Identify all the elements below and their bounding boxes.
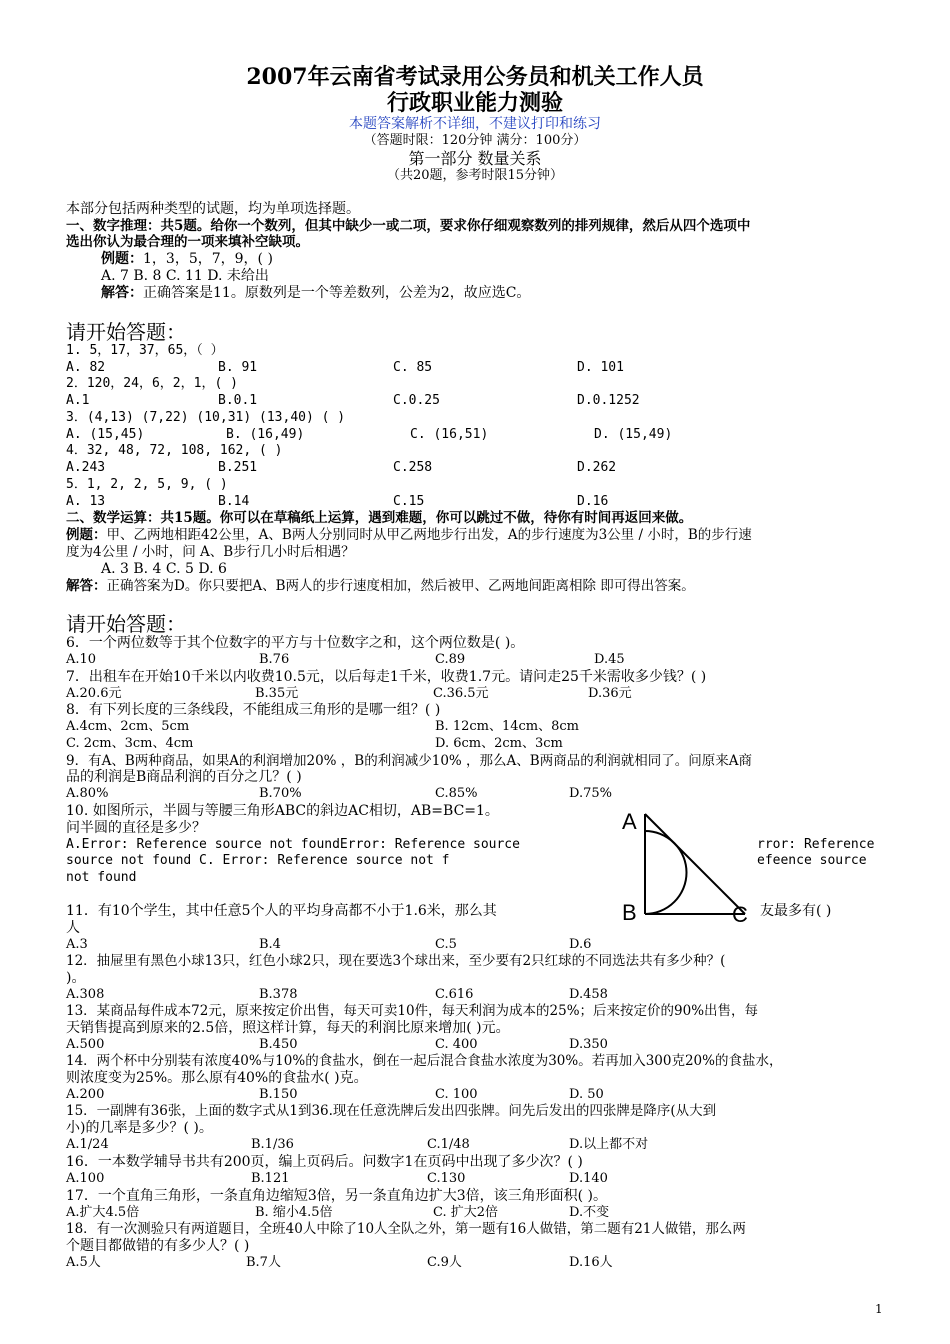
q4-option-c: C.258 xyxy=(393,460,433,475)
q1-option-a: A. 82 xyxy=(66,360,106,375)
q7-option-a: A.20.6元 xyxy=(66,686,122,701)
q3-option-a: A. (15,45) xyxy=(66,427,145,442)
question-7: 7．出租车在开始10千米以内收费10.5元，以后每走1千米，收费1.7元。请问走25千米需收多少钱？( ) xyxy=(66,669,707,685)
section1-answer xyxy=(101,285,530,301)
q1-option-b: B. 91 xyxy=(218,360,258,375)
q12-option-a: A.308 xyxy=(66,987,105,1002)
part-subheading: （共20题，参考时限15分钟） xyxy=(386,168,564,183)
q13-option-d: D.350 xyxy=(569,1037,608,1052)
question-12-line2: )。 xyxy=(66,970,86,986)
time-info: （答题时限：120分钟 满分：100分） xyxy=(363,133,587,148)
question-10-line2: 问半圆的直径是多少？ xyxy=(66,820,206,836)
q5-option-b: B.14 xyxy=(218,494,250,509)
question-5: 5．1, 2, 2, 5, 9, ( ) xyxy=(66,477,228,492)
q15-option-b: B.1/36 xyxy=(251,1137,294,1152)
question-18-line2: 个题目都做错的有多少人？( ) xyxy=(66,1238,250,1254)
q6-option-c: C.89 xyxy=(435,652,466,667)
q13-option-c: C. 400 xyxy=(435,1037,478,1052)
q18-option-c: C.9人 xyxy=(427,1255,462,1270)
example-label: 例题： xyxy=(101,251,143,267)
q11-option-c: C.5 xyxy=(435,937,457,952)
q11-option-d: D.6 xyxy=(569,937,592,952)
q1-option-c: C. 85 xyxy=(393,360,433,375)
question-16: 16．一本数学辅导书共有200页，编上页码后。问数字1在页码中出现了多少次？( ) xyxy=(66,1154,583,1170)
q13-option-b: B.450 xyxy=(259,1037,298,1052)
q8-option-d: D. 6cm、2cm、3cm xyxy=(435,736,563,751)
question-4: 4．32, 48, 72, 108, 162, ( ) xyxy=(66,443,283,458)
question-13-line1: 13．某商品每件成本72元，原来按定价出售，每天可卖10件，每天利润为成本的25%；后来按定价的90%出售，每 xyxy=(66,1003,759,1019)
notice-text: 本题答案解析不详细，不建议打印和练习 xyxy=(349,116,601,132)
section2-example-line2: 度为4公里 / 小时，问 A、B步行几小时后相遇？ xyxy=(66,544,355,560)
example-options: A. 7 B. 8 C. 11 D. 未给出 xyxy=(101,268,269,284)
q16-option-d: D.140 xyxy=(569,1171,608,1186)
q2-option-c: C.0.25 xyxy=(393,393,440,408)
q8-option-b: B. 12cm、14cm、8cm xyxy=(435,719,579,734)
question-12-line1: 12．抽屉里有黑色小球13只，红色小球2只，现在要选3个球出来，至少要有2只红球的不同选法共有多少种？( xyxy=(66,953,726,969)
q10-error-line1-tail: rror: Reference xyxy=(757,837,875,852)
q10-error-line1: A.Error: Reference source not foundError: Reference source xyxy=(66,837,520,852)
question-11-line1-tail: 友最多有( ) xyxy=(760,903,832,919)
question-13-line2: 天销售提高到原来的2.5倍，照这样计算，每天的利润比原来增加( )元。 xyxy=(66,1020,510,1036)
section2-example-line1 xyxy=(66,527,752,543)
q8-option-c: C. 2cm、3cm、4cm xyxy=(66,736,194,751)
q5-option-d: D.16 xyxy=(577,494,609,509)
q11-option-b: B.4 xyxy=(259,937,281,952)
title-line-2: 行政职业能力测验 xyxy=(386,90,563,116)
section2-example-options: A. 3 B. 4 C. 5 D. 6 xyxy=(101,561,227,577)
q9-option-a: A.80% xyxy=(66,786,109,801)
q4-option-b: B.251 xyxy=(218,460,258,475)
q17-option-b: B. 缩小4.5倍 xyxy=(255,1205,333,1220)
q1-option-d: D. 101 xyxy=(577,360,624,375)
question-15-line2: 小)的几率是多少？( )。 xyxy=(66,1120,213,1136)
intro-text: 本部分包括两种类型的试题，均为单项选择题。 xyxy=(66,201,360,217)
answer-label: 解答： xyxy=(101,285,143,301)
question-15-line1: 15．一副牌有36张，上面的数字式从1到36.现在任意洗牌后发出四张牌。问先后发出的四张牌是降序(从大到 xyxy=(66,1103,717,1119)
start-answering-heading: 请开始答题： xyxy=(66,320,186,344)
q17-option-d: D.不变 xyxy=(569,1205,610,1220)
q5-option-c: C.15 xyxy=(393,494,425,509)
question-1: 1. 5，17，37，65，（ ） xyxy=(66,343,224,358)
section1-heading-line2: 选出你认为最合理的一项来填补空缺项。 xyxy=(66,234,309,250)
question-9-line2: 品的利润是B商品利润的百分之几？( ) xyxy=(66,769,302,785)
q6-option-d: D.45 xyxy=(594,652,625,667)
question-11-line1: 11．有10个学生，其中任意5个人的平均身高都不小于1.6米，那么其 xyxy=(66,903,497,919)
page-number: 1 xyxy=(875,1302,883,1316)
q17-option-c: C. 扩大2倍 xyxy=(433,1205,499,1220)
q13-option-a: A.500 xyxy=(66,1037,105,1052)
section1-heading-line1: 一、数字推理：共5题。给你一个数列，但其中缺少一或二项，要求你仔细观察数列的排列规律，然后从四个选项中 xyxy=(66,218,751,234)
question-10-line1: 10. 如图所示，半圆与等腰三角形ABC的斜边AC相切，AB=BC=1。 xyxy=(66,803,499,819)
q12-option-b: B.378 xyxy=(259,987,298,1002)
q9-option-b: B.70% xyxy=(259,786,302,801)
section2-example-text: 甲、乙两地相距42公里，A、B两人分别同时从甲乙两地步行出发，A的步行速度为3公里 / 小时，B的步行速 xyxy=(106,527,752,543)
section2-heading: 二、数学运算：共15题。你可以在草稿纸上运算，遇到难题，你可以跳过不做，待你有时间再返回来做。 xyxy=(66,510,693,526)
q8-option-a: A.4cm、2cm、5cm xyxy=(66,719,190,734)
q14-option-b: B.150 xyxy=(259,1087,298,1102)
q5-option-a: A. 13 xyxy=(66,494,106,509)
question-14-line1: 14．两个杯中分别装有浓度40%与10%的食盐水，倒在一起后混合食盐水浓度为30%。若再加入300克20%的食盐水， xyxy=(66,1053,783,1069)
q6-option-b: B.76 xyxy=(259,652,290,667)
question-17: 17．一个直角三角形，一条直角边缩短3倍，另一条直角边扩大3倍，该三角形面积( )。 xyxy=(66,1188,608,1204)
q18-option-a: A.5人 xyxy=(66,1255,101,1270)
section2-answer xyxy=(66,578,695,594)
question-18-line1: 18．有一次测验只有两道题目，全班40人中除了10人全队之外，第一题有16人做错，第二题有21人做错，那么两 xyxy=(66,1221,746,1237)
part-heading: 第一部分 数量关系 xyxy=(408,149,542,168)
figure-label-b: B xyxy=(622,900,637,925)
question-14-line2: 则浓度变为25%。那么原有40%的食盐水( )克。 xyxy=(66,1070,368,1086)
semicircle xyxy=(645,831,687,914)
q17-option-a: A.扩大4.5倍 xyxy=(66,1205,140,1220)
question-8: 8．有下列长度的三条线段，不能组成三角形的是哪一组？( ) xyxy=(66,702,441,718)
figure-label-a: A xyxy=(622,809,637,834)
q15-option-a: A.1/24 xyxy=(66,1137,109,1152)
example-question: 1，3，5，7，9，( ) xyxy=(143,251,273,267)
triangle-semicircle-figure xyxy=(580,802,755,932)
q7-option-b: B.35元 xyxy=(255,686,299,701)
q14-option-a: A.200 xyxy=(66,1087,105,1102)
q10-error-line2-tail: efeence source xyxy=(757,853,867,868)
section2-example-label: 例题： xyxy=(66,527,107,543)
q7-option-d: D.36元 xyxy=(588,686,632,701)
q14-option-d: D. 50 xyxy=(569,1087,604,1102)
section2-answer-label: 解答： xyxy=(66,578,107,594)
q15-option-c: C.1/48 xyxy=(427,1137,470,1152)
triangle-figure-svg xyxy=(580,802,755,932)
q12-option-c: C.616 xyxy=(435,987,474,1002)
triangle-hypotenuse-ac xyxy=(645,814,745,914)
q9-option-d: D.75% xyxy=(569,786,612,801)
q2-option-b: B.0.1 xyxy=(218,393,258,408)
question-3: 3．(4,13) (7,22) (10,31) (13,40) ( ) xyxy=(66,410,346,425)
section1-example xyxy=(101,251,273,267)
q16-option-a: A.100 xyxy=(66,1171,105,1186)
q11-option-a: A.3 xyxy=(66,937,88,952)
q16-option-b: B.121 xyxy=(251,1171,290,1186)
q3-option-c: C. (16,51) xyxy=(410,427,489,442)
answer-text: 正确答案是11。原数列是一个等差数列，公差为2，故应选C。 xyxy=(143,285,531,301)
q9-option-c: C.85% xyxy=(435,786,478,801)
q10-error-line3: not found xyxy=(66,870,137,885)
section2-answer-text: 正确答案为D。你只要把A、B两人的步行速度相加，然后被甲、乙两地间距离相除 即可得出答案。 xyxy=(106,578,695,594)
q2-option-d: D.0.1252 xyxy=(577,393,640,408)
q10-error-line2: source not found C. Error: Reference source not f xyxy=(66,853,450,868)
question-11-line2: 人 xyxy=(66,920,80,936)
q3-option-b: B. (16,49) xyxy=(226,427,305,442)
q2-option-a: A.1 xyxy=(66,393,90,408)
figure-label-c: C xyxy=(732,902,748,927)
q14-option-c: C. 100 xyxy=(435,1087,478,1102)
question-6: 6．一个两位数等于其个位数字的平方与十位数字之和，这个两位数是( )。 xyxy=(66,635,525,651)
q18-option-b: B.7人 xyxy=(246,1255,281,1270)
q7-option-c: C.36.5元 xyxy=(433,686,489,701)
q3-option-d: D. (15,49) xyxy=(594,427,673,442)
q4-option-a: A.243 xyxy=(66,460,106,475)
question-2: 2．120，24，6，2，1，( ) xyxy=(66,376,238,391)
q6-option-a: A.10 xyxy=(66,652,97,667)
q16-option-c: C.130 xyxy=(427,1171,466,1186)
start-answering-heading-2: 请开始答题： xyxy=(66,612,186,636)
question-9-line1: 9．有A、B两种商品，如果A的利润增加20% ，B的利润减少10% ，那么A、B两商品的利润就相同了。问原来A商 xyxy=(66,753,752,769)
q18-option-d: D.16人 xyxy=(569,1255,613,1270)
q12-option-d: D.458 xyxy=(569,987,608,1002)
title-line-1: 2007年云南省考试录用公务员和机关工作人员 xyxy=(246,64,704,90)
q15-option-d: D.以上都不对 xyxy=(569,1137,649,1152)
q4-option-d: D.262 xyxy=(577,460,617,475)
